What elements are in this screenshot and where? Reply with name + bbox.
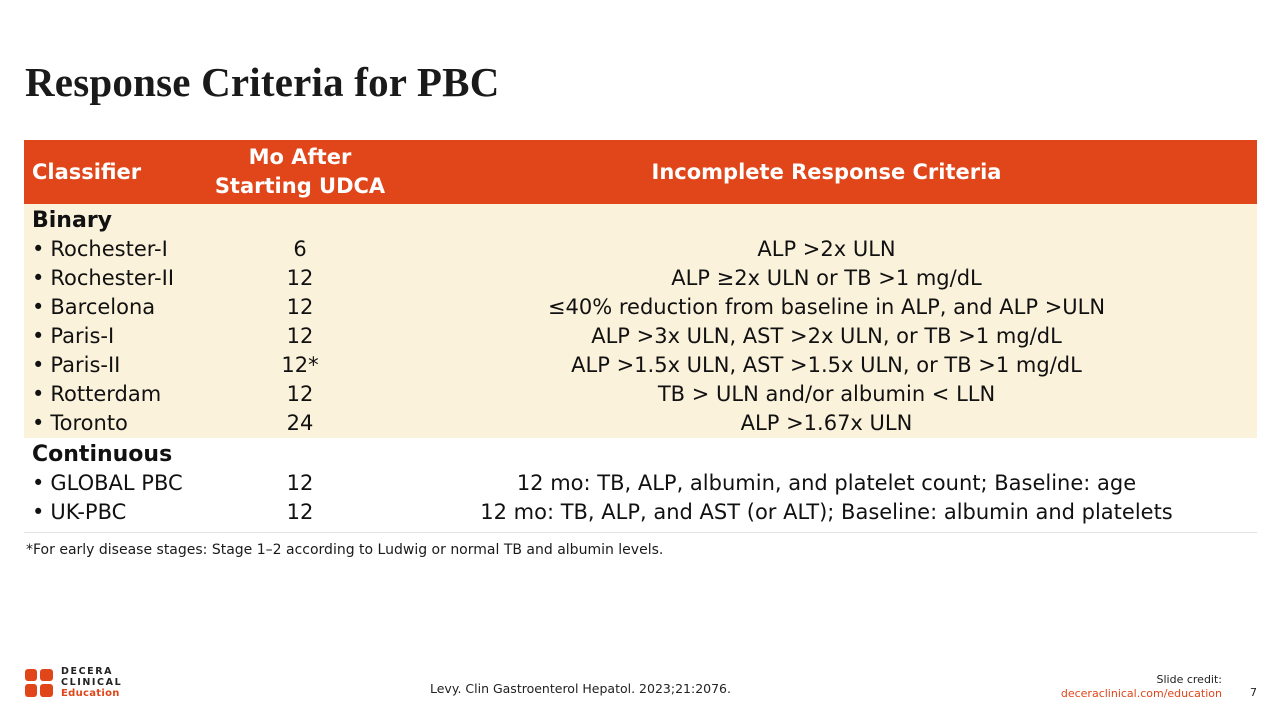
slide-credit [1061,673,1222,701]
header-criteria: Incomplete Response Criteria [651,160,1002,184]
table-row [24,498,1257,527]
classifier-cell [24,235,204,264]
criteria-cell: ≤40% reduction from baseline in ALP, and ALP >ULN [547,295,1106,319]
table-row [24,409,1257,438]
months-cell: 12 [286,500,314,524]
table-row [24,235,1257,264]
continuous-section-label: Continuous [32,442,173,467]
slide-title: Response Criteria for PBC [25,59,500,105]
classifier-name: Rochester-I [50,237,168,261]
slide-credit-label: Slide credit: [1156,673,1222,686]
criteria-cell: ALP >3x ULN, AST >2x ULN, or TB >1 mg/dL [591,324,1062,348]
table-row [24,322,1257,351]
header-classifier: Classifier [32,160,142,184]
months-cell: 6 [293,237,307,261]
table-row [24,351,1257,380]
logo-line1: DECERA [61,666,114,677]
criteria-cell: 12 mo: TB, ALP, albumin, and platelet count; Baseline: age [516,471,1137,495]
months-cell: 12 [286,471,314,495]
bullet-icon: • [32,266,45,290]
bullet-icon: • [32,411,45,435]
table-row [24,293,1257,322]
binary-rows [24,235,1257,438]
classifier-name: Toronto [50,411,128,435]
classifier-name: Rotterdam [50,382,162,406]
logo-mark-icon [25,669,53,697]
footnote: *For early disease stages: Stage 1–2 according to Ludwig or normal TB and albumin levels. [26,542,664,558]
header-months-line1: Mo After [248,145,352,169]
months-cell: 12* [281,353,319,377]
classifier-cell [24,322,204,351]
bullet-icon: • [32,324,45,348]
months-cell: 12 [286,324,314,348]
classifier-name: UK-PBC [50,500,127,524]
classifier-name: Paris-II [50,353,121,377]
table-row [24,380,1257,409]
continuous-section [24,438,1257,533]
decera-clinical-logo [25,666,122,699]
citation: Levy. Clin Gastroenterol Hepatol. 2023;21:2076. [430,681,731,696]
criteria-cell: ALP ≥2x ULN or TB >1 mg/dL [671,266,982,290]
bullet-icon: • [32,471,45,495]
classifier-name: Paris-I [50,324,115,348]
response-criteria-table [24,140,1257,533]
bullet-icon: • [32,295,45,319]
months-cell: 12 [286,295,314,319]
header-months-line2: Starting UDCA [214,174,386,198]
classifier-cell [24,380,204,409]
criteria-cell: ALP >2x ULN [757,237,896,261]
bullet-icon: • [32,353,45,377]
table-row [24,469,1257,498]
logo-line3: Education [61,688,120,699]
classifier-cell [24,409,204,438]
classifier-cell [24,264,204,293]
criteria-cell: TB > ULN and/or albumin < LLN [657,382,996,406]
criteria-cell: ALP >1.5x ULN, AST >1.5x ULN, or TB >1 mg/dL [571,353,1082,377]
slide-credit-link[interactable]: deceraclinical.com/education [1060,687,1222,700]
table-header [24,140,1257,204]
months-cell: 12 [286,266,314,290]
classifier-name: GLOBAL PBC [50,471,183,495]
months-cell: 12 [286,382,314,406]
criteria-cell: ALP >1.67x ULN [740,411,913,435]
logo-text [61,666,122,699]
classifier-cell [24,351,204,380]
months-cell: 24 [286,411,314,435]
page-number: 7 [1250,686,1257,699]
classifier-cell [24,498,204,527]
continuous-rows [24,469,1257,527]
binary-section [24,204,1257,438]
classifier-name: Barcelona [50,295,156,319]
logo-line2: CLINICAL [61,677,123,688]
criteria-cell: 12 mo: TB, ALP, and AST (or ALT); Baseline: albumin and platelets [480,500,1173,524]
table-row [24,264,1257,293]
classifier-cell [24,293,204,322]
classifier-cell [24,469,204,498]
header-months [204,143,396,201]
bullet-icon: • [32,500,45,524]
classifier-name: Rochester-II [50,266,175,290]
bullet-icon: • [32,237,45,261]
binary-section-label: Binary [32,208,113,233]
bullet-icon: • [32,382,45,406]
